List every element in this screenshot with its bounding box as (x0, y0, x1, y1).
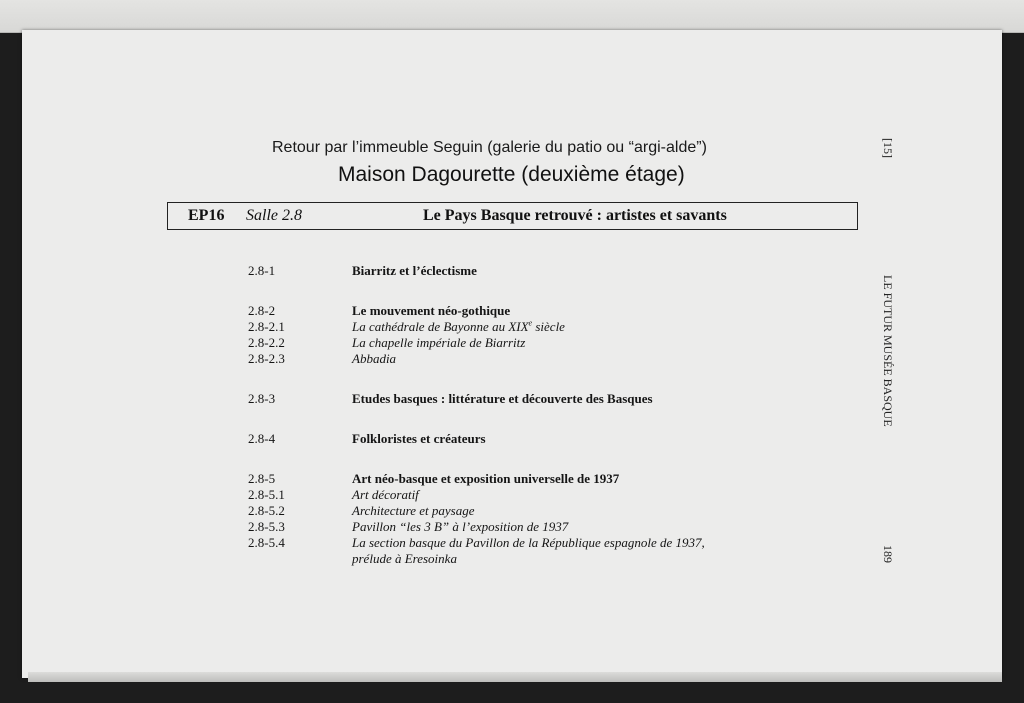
entry-text-after: siècle (532, 319, 565, 334)
section-code: EP16 (188, 207, 225, 224)
entry-text (352, 431, 486, 447)
entry-number: 2.8-3 (248, 391, 276, 406)
page-number: 189 (881, 545, 895, 563)
entry-text-main: Biarritz et l’éclectisme (352, 263, 477, 278)
entry-text-main: Abbadia (352, 351, 397, 366)
section-theme: Le Pays Basque retrouvé : artistes et savants (423, 207, 727, 224)
superscript: e (528, 318, 533, 328)
entry-text-main: Pavillon “les 3 B” à l’exposition de 1937 (352, 519, 569, 534)
route-subtitle: Retour par l’immeuble Seguin (galerie du patio ou “argi-alde”) (272, 139, 707, 156)
entry-text-main: prélude à Eresoinka (352, 551, 457, 566)
entry-text-main: Etudes basques : littérature et découverte des Basques (352, 391, 653, 406)
entry-text-main: La cathédrale de Bayonne au XIX (352, 319, 529, 334)
section-header-box (167, 202, 858, 230)
entry-text-main: La section basque du Pavillon de la République espagnole de 1937, (352, 535, 705, 550)
entry-text-main: Art néo-basque et exposition universelle de 1937 (352, 471, 620, 486)
entry-number: 2.8-4 (248, 431, 276, 446)
margin-page-bracket: [15] (881, 138, 895, 158)
entry-text (352, 487, 419, 503)
entry-text (352, 303, 510, 319)
page-title: Maison Dagourette (deuxième étage) (338, 163, 685, 186)
entry-text (352, 351, 396, 367)
entry-number: 2.8-5.2 (248, 503, 285, 518)
entry-text (352, 535, 705, 551)
entry-text-main: Art décoratif (352, 487, 419, 502)
entry-number: 2.8-5 (248, 471, 276, 486)
entry-number: 2.8-5.3 (248, 519, 285, 534)
entry-text (352, 335, 525, 351)
entry-text (352, 471, 619, 487)
section-room: Salle 2.8 (246, 207, 302, 224)
entry-text (352, 319, 565, 335)
entry-text (352, 263, 477, 279)
entry-text (352, 503, 475, 519)
page-stack-edge (28, 672, 1002, 682)
entry-number: 2.8-2.3 (248, 351, 285, 366)
entry-number: 2.8-5.4 (248, 535, 285, 550)
entry-text-main: Folkloristes et créateurs (352, 431, 486, 446)
entry-text-main: Architecture et paysage (352, 503, 475, 518)
entry-number: 2.8-2.2 (248, 335, 285, 350)
entry-number: 2.8-2.1 (248, 319, 285, 334)
entry-text-main: La chapelle impériale de Biarritz (352, 335, 526, 350)
previous-page-edge (0, 0, 1024, 33)
entry-text-main: Le mouvement néo-gothique (352, 303, 511, 318)
entry-number: 2.8-1 (248, 263, 276, 278)
entry-text (352, 519, 568, 535)
entry-text (352, 391, 653, 407)
entry-number: 2.8-5.1 (248, 487, 285, 502)
entry-number: 2.8-2 (248, 303, 276, 318)
running-title: LE FUTUR MUSÉE BASQUE (881, 275, 895, 427)
entry-text (352, 551, 457, 567)
book-page (22, 30, 1002, 678)
